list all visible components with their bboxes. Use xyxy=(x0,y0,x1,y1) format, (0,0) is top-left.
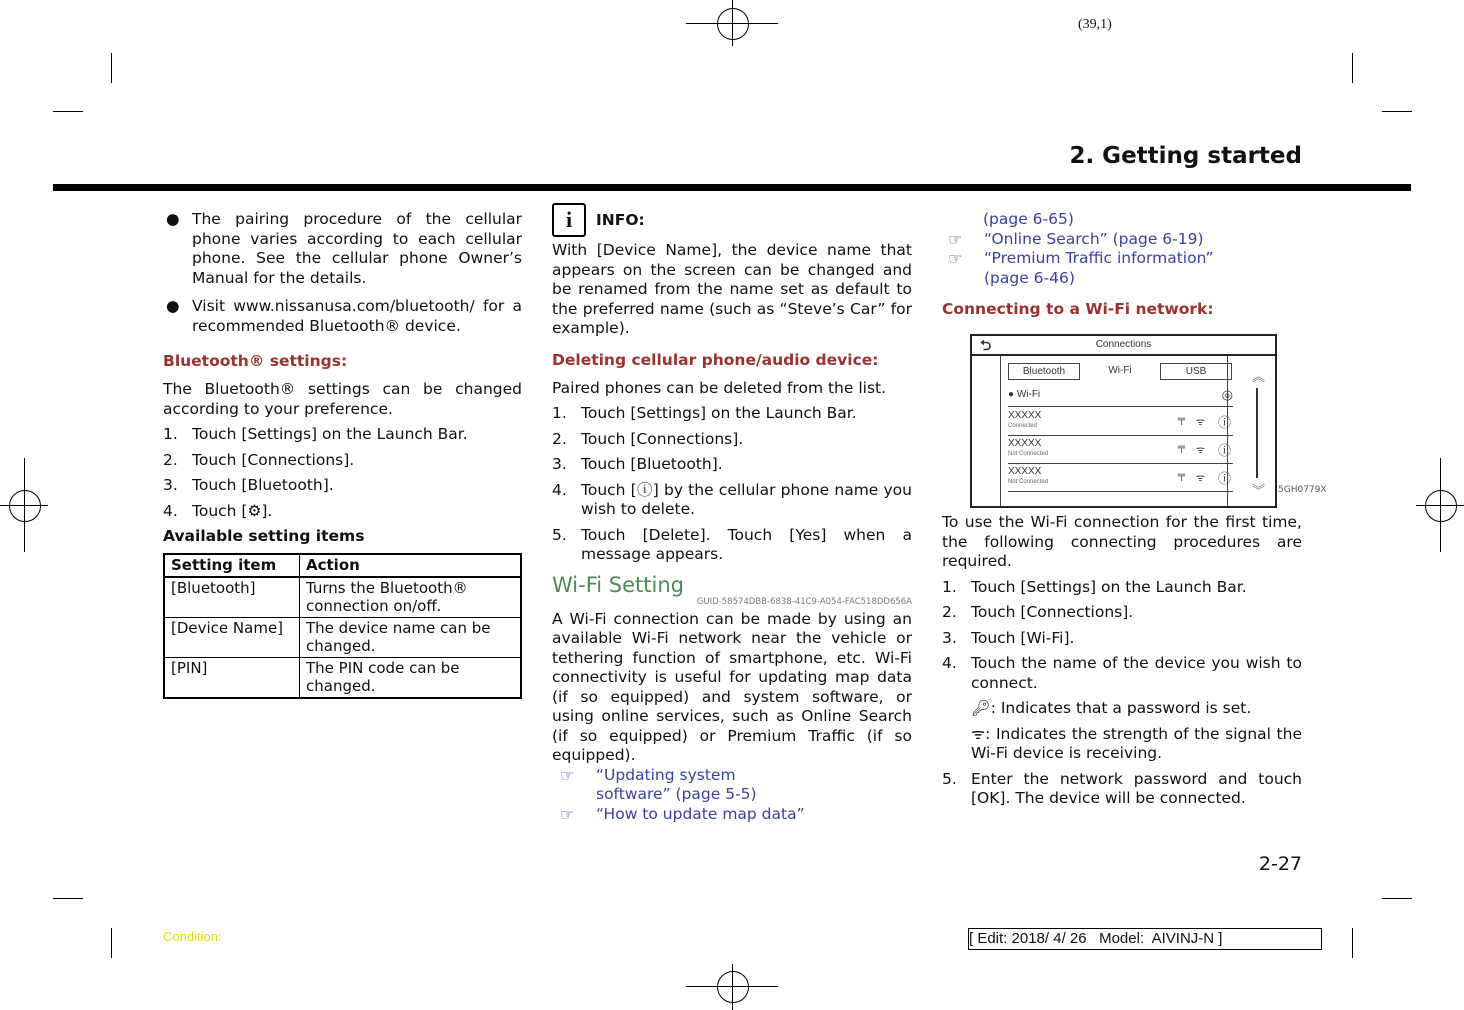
step-text: Touch [ⓘ] by the cellular phone name you wish to delete. xyxy=(581,480,912,518)
scroll-down-icon[interactable]: ︾ xyxy=(1251,483,1265,498)
step-text: Touch [Connections]. xyxy=(192,450,355,469)
info-icon: i xyxy=(552,203,586,237)
wifi-section-title xyxy=(552,573,912,608)
step-text: Touch [⚙]. xyxy=(192,501,273,520)
figure-id: 5GH0779X xyxy=(1278,485,1327,495)
wifi-row-label: Wi-Fi xyxy=(1016,389,1041,400)
step xyxy=(163,502,522,522)
link-text[interactable]: “Online Search” (page 6-19) xyxy=(984,229,1204,248)
key-icon: 🔑︎ xyxy=(971,699,991,717)
page-ref: (39,1) xyxy=(1078,17,1112,32)
step-number: 3. xyxy=(942,628,957,647)
crop-mark xyxy=(53,898,83,899)
step-number: 1. xyxy=(942,577,957,596)
key-icon: ╤ xyxy=(1177,470,1185,481)
registration-mark xyxy=(1425,490,1457,522)
scroll-up-icon[interactable]: ︽ xyxy=(1251,369,1265,384)
step xyxy=(552,481,912,520)
step-number: 4. xyxy=(163,501,178,520)
edit-info: [ Edit: 2018/ 4/ 26 Model: AIVINJ-N ] xyxy=(968,928,1322,950)
wifi-text: A Wi-Fi connection can be made by using an available Wi-Fi network near the vehicle or tethering function of smartphone, etc. Wi-Fi connectivity is useful for updating map data (if so equipped) and system software, or using online services, such as Online Search (if so equipped) or Premium Traffic (if so equipped). xyxy=(552,609,912,764)
step xyxy=(552,455,912,475)
table-cell: [Device Name] xyxy=(164,618,300,658)
back-icon[interactable]: ⮌ xyxy=(980,337,992,353)
tab-usb[interactable]: USB xyxy=(1160,363,1232,380)
screen-tabs xyxy=(1008,363,1233,380)
note-text: : Indicates the strength of the signal the Wi-Fi device is receiving. xyxy=(971,724,1302,762)
info-header xyxy=(552,203,912,237)
crop-mark xyxy=(1352,53,1353,83)
wifi-signal-icon: ᯤ xyxy=(1195,445,1205,456)
network-row[interactable] xyxy=(1008,464,1233,492)
reference-link[interactable] xyxy=(948,230,1248,250)
key-icon: ╤ xyxy=(1177,414,1185,425)
step xyxy=(163,425,522,445)
steps-list xyxy=(552,404,912,565)
step-number: 2. xyxy=(163,450,178,469)
link-text[interactable]: “Updating system software” (page 5-5) xyxy=(596,765,757,803)
step-number: 2. xyxy=(942,603,957,621)
steps-list xyxy=(163,425,522,521)
connections-screen-figure xyxy=(970,334,1277,508)
step-text: Touch [Wi-Fi]. xyxy=(971,628,1075,647)
screen-title: Connections xyxy=(1095,339,1152,350)
key-note xyxy=(942,699,1302,719)
scrollbar[interactable] xyxy=(1256,388,1258,478)
page-number: 2-27 xyxy=(1258,853,1302,875)
table-cell: [PIN] xyxy=(164,658,300,699)
info-icon[interactable]: ⓘ xyxy=(1217,471,1231,486)
step xyxy=(552,526,912,565)
network-name: XXXXX xyxy=(1008,410,1042,421)
step-text: Touch [Settings] on the Launch Bar. xyxy=(192,425,468,443)
delete-intro: Paired phones can be deleted from the list. xyxy=(552,378,887,397)
network-status: Not Connected xyxy=(1008,479,1049,485)
info-icon[interactable]: ⓘ xyxy=(1217,415,1231,430)
network-name: XXXXX xyxy=(1008,438,1042,449)
table-row xyxy=(164,577,521,618)
settings-table xyxy=(163,553,522,700)
step-text: Touch [Delete]. Touch [Yes] when a message appears. xyxy=(581,525,912,563)
step xyxy=(163,451,522,471)
wifi-setting-title: Wi-Fi Setting xyxy=(552,572,684,597)
crop-mark xyxy=(1382,898,1412,899)
tab-bluetooth[interactable]: Bluetooth xyxy=(1008,363,1080,380)
info-icon[interactable]: ⓘ xyxy=(1217,443,1231,458)
wifi-signal-icon: ᯤ xyxy=(1195,417,1205,428)
network-status: Connected xyxy=(1008,423,1038,429)
header-rule xyxy=(53,184,1411,191)
step xyxy=(942,603,1302,623)
wifi-signal-icon: ᯤ xyxy=(1195,473,1205,484)
info-label: INFO: xyxy=(596,211,645,229)
step-number: 3. xyxy=(552,455,567,473)
reference-link-continued[interactable]: (page 6-65) xyxy=(983,210,1074,228)
network-name: XXXXX xyxy=(1008,466,1042,477)
step xyxy=(942,770,1302,809)
pointing-hand-icon: ☞ xyxy=(948,249,963,268)
step xyxy=(942,654,1302,693)
condition-label: Condition: xyxy=(163,929,222,944)
network-status: Not Connected xyxy=(1008,451,1049,457)
pointing-hand-icon: ☞ xyxy=(560,804,575,824)
reference-link[interactable] xyxy=(560,766,810,805)
column-3 xyxy=(942,210,1302,318)
crop-mark xyxy=(111,53,112,83)
section-title: 2. Getting started xyxy=(1069,143,1302,169)
step-text: Touch [Settings] on the Launch Bar. xyxy=(581,404,857,422)
crop-mark xyxy=(1382,111,1412,112)
table-row xyxy=(164,658,521,699)
table-cell: [Bluetooth] xyxy=(164,577,300,618)
step-number: 4. xyxy=(552,480,567,499)
step-number: 1. xyxy=(552,404,567,422)
registration-mark xyxy=(9,490,41,522)
bullet-item: ● The pairing procedure of the cellular phone varies according to each cellular phone. See the cellular phone Owner’s Manual for the details. xyxy=(166,210,522,287)
bullet-text: Visit www.nissanusa.com/bluetooth/ for a recommended Bluetooth® device. xyxy=(192,297,522,335)
tab-wifi[interactable]: Wi-Fi xyxy=(1108,365,1132,376)
bullet-item: ● Visit www.nissanusa.com/bluetooth/ for a recommended Bluetooth® device. xyxy=(166,297,522,335)
table-header-row xyxy=(164,554,521,578)
pointing-hand-icon: ☞ xyxy=(948,229,963,249)
reference-link[interactable] xyxy=(560,805,912,825)
registration-mark xyxy=(717,971,749,1003)
step xyxy=(163,476,522,496)
step xyxy=(942,578,1302,598)
crop-mark xyxy=(53,111,83,112)
step-number: 5. xyxy=(942,769,957,788)
table-cell: The device name can be changed. xyxy=(300,618,522,658)
bluetooth-intro: The Bluetooth® settings can be changed according to your preference. xyxy=(163,380,522,418)
note-text: : Indicates that a password is set. xyxy=(990,699,1252,717)
step-text: Touch [Connections]. xyxy=(971,603,1134,621)
step-text: Enter the network password and touch [OK]. The device will be connected. xyxy=(971,769,1302,807)
step-text: Touch [Bluetooth]. xyxy=(581,455,723,473)
step-number: 5. xyxy=(552,525,567,544)
step-text: Touch [Bluetooth]. xyxy=(192,476,334,494)
info-text: With [Device Name], the device name that appears on the screen can be changed and be renamed from the name set as default to the preferred name (such as “Steve’s Car” for example). xyxy=(552,241,912,337)
pointing-hand-icon: ☞ xyxy=(560,765,575,785)
step-number: 4. xyxy=(942,654,957,672)
column-1 xyxy=(163,210,522,699)
wifi-toggle-row[interactable]: ● Wi-Fi ◎ xyxy=(1008,386,1233,407)
bullet-text: The pairing procedure of the cellular phone varies according to each cellular phone. See the cellular phone Owner’s Manual for the details. xyxy=(192,210,522,287)
step xyxy=(552,404,912,424)
link-text[interactable]: “Premium Traffic information” (page 6-46) xyxy=(984,249,1214,287)
column-header: Action xyxy=(300,554,522,578)
step-text: Touch [Connections]. xyxy=(581,429,744,448)
network-row[interactable] xyxy=(1008,408,1233,436)
connect-heading: Connecting to a Wi-Fi network: xyxy=(942,300,1214,318)
steps-list xyxy=(942,578,1302,694)
guid-label: GUID-58574DBB-6838-41C9-A054-FAC518DD656A xyxy=(696,596,912,607)
step-text: Touch the name of the device you wish to connect. xyxy=(971,654,1302,692)
step-text: Touch [Settings] on the Launch Bar. xyxy=(971,577,1247,596)
step-number: 1. xyxy=(163,425,178,443)
bluetooth-settings-heading: Bluetooth® settings: xyxy=(163,352,348,370)
crop-mark xyxy=(111,928,112,958)
step xyxy=(942,629,1302,649)
key-icon: ╤ xyxy=(1177,442,1185,453)
reference-link[interactable] xyxy=(948,249,1248,288)
screen-header xyxy=(972,336,1275,356)
table-cell: The PIN code can be changed. xyxy=(300,658,522,699)
settings-icon[interactable]: ◎ xyxy=(1221,387,1233,402)
table-row xyxy=(164,618,521,658)
column-2 xyxy=(552,203,912,824)
wifi-signal-icon: ᯤ xyxy=(971,724,986,743)
table-cell: Turns the Bluetooth® connection on/off. xyxy=(300,577,522,618)
delete-heading: Deleting cellular phone/audio device: xyxy=(552,350,879,369)
step xyxy=(552,430,912,450)
registration-mark xyxy=(717,8,749,40)
table-title: Available setting items xyxy=(163,527,365,545)
step-number: 2. xyxy=(552,429,567,448)
link-text[interactable]: “How to update map data” xyxy=(596,804,805,823)
crop-mark xyxy=(1352,928,1353,958)
wifi-intro: To use the Wi-Fi connection for the first time, the following connecting procedures are required. xyxy=(942,513,1302,570)
step-number: 3. xyxy=(163,476,178,494)
signal-note xyxy=(942,725,1302,764)
column-header: Setting item xyxy=(164,554,300,578)
network-row[interactable] xyxy=(1008,436,1233,464)
column-3-lower xyxy=(942,513,1302,809)
